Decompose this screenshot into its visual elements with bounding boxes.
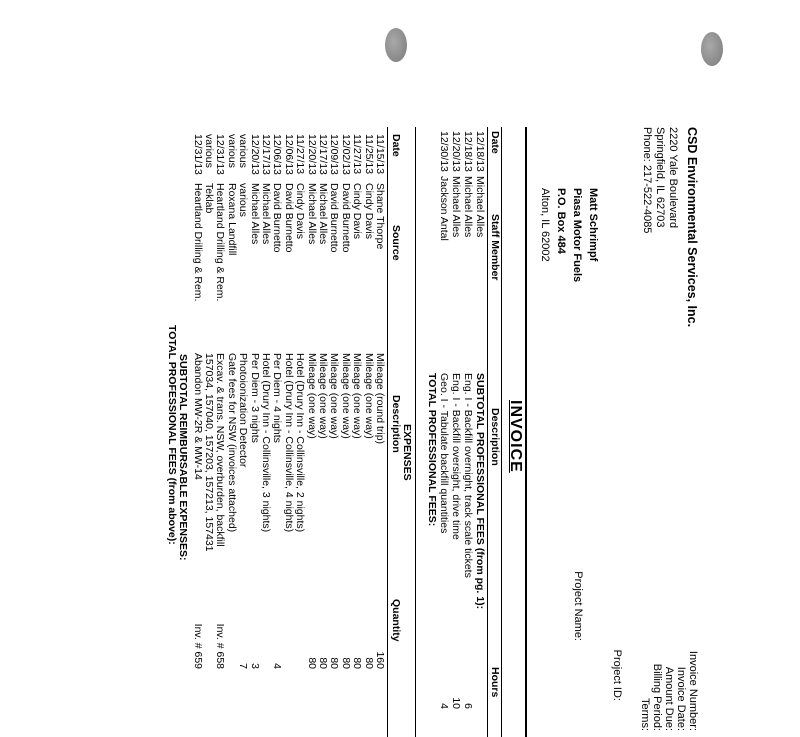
total-professional-fees-label: TOTAL PROFESSIONAL FEES: [426, 373, 438, 527]
expenses-top-rule [415, 127, 416, 737]
exp-date: various [225, 134, 238, 168]
prof-header-underline [487, 127, 488, 737]
exp-quantity: 160 [374, 651, 386, 669]
company-phone: Phone: 217-522-4085 [641, 127, 653, 234]
exp-description: 157034, 157040, 157203, 157213, 157431 [203, 353, 215, 552]
exp-header-date: Date [390, 134, 402, 157]
invoice-title: INVOICE [507, 400, 524, 473]
prof-header-hours: Hours [489, 667, 501, 698]
exp-description: Per Diem - 3 nights [248, 353, 261, 443]
exp-date: 12/31/13 [214, 134, 227, 175]
terms-label: Terms: [639, 698, 651, 731]
exp-source: David Burnetto [339, 183, 352, 253]
binder-hole-left [385, 28, 407, 62]
project-id-label: Project ID: [611, 649, 623, 701]
exp-source: Michael Alles [305, 183, 318, 245]
exp-description: Hotel (Drury Inn - Collinsville, 3 nights) [260, 353, 272, 533]
exp-quantity: Inv. # 658 [214, 623, 227, 669]
prof-description: Geo. I - Tabulate backfill quantities [438, 373, 450, 534]
project-name-label: Project Name: [572, 571, 584, 641]
exp-description: Mileage (one way) [351, 353, 364, 439]
exp-source: Michael Alles [317, 183, 329, 245]
exp-date: 11/15/13 [374, 134, 386, 175]
prof-date: 12/20/13 [450, 131, 462, 172]
exp-description: Mileage (round trip) [374, 353, 386, 445]
exp-date: 12/31/13 [191, 134, 204, 175]
prof-description: Eng. I - Backfill oversight, drive time [450, 373, 462, 540]
company-name: CSD Environmental Services, Inc. [685, 127, 699, 328]
exp-description: Mileage (one way) [317, 353, 329, 439]
prof-header-staff: Staff Member [489, 214, 501, 281]
company-city: Springfield, IL 62703 [654, 127, 666, 228]
exp-source: various [237, 183, 250, 217]
exp-description: Hotel (Drury Inn - Collinsville, 2 nights) [294, 353, 307, 533]
exp-date: 12/20/13 [305, 134, 318, 175]
exp-source: Michael Alles [248, 183, 261, 245]
exp-description: Mileage (one way) [305, 353, 318, 439]
exp-quantity: 80 [362, 657, 375, 669]
exp-quantity: 80 [317, 657, 329, 669]
exp-date: 12/06/13 [271, 134, 284, 175]
prof-hours: 4 [438, 703, 450, 709]
exp-source: Michael Alles [260, 183, 272, 245]
prof-header-date: Date [489, 131, 501, 154]
exp-source: Heartland Drilling & Rem. [191, 183, 204, 302]
client-city: Alton, IL 62002 [539, 188, 551, 262]
billing-period-label: Billing Period: [651, 663, 663, 731]
exp-date: various [203, 134, 215, 168]
exp-quantity: 4 [271, 663, 284, 669]
client-name: Piasa Motor Fuels [571, 188, 583, 283]
prof-date: 12/18/13 [462, 131, 474, 172]
expenses-title: EXPENSES [401, 424, 413, 481]
exp-source: David Burnetto [271, 183, 284, 253]
exp-quantity: 80 [339, 657, 352, 669]
exp-description: Per Diem - 4 nights [271, 353, 284, 443]
exp-source: Teklab [203, 183, 215, 214]
exp-quantity: 7 [237, 663, 250, 669]
invoice-number-label: Invoice Number: [687, 650, 699, 731]
exp-description: Gate fees for NSW (invoices attached) [225, 353, 238, 533]
exp-source: Cindy Davis [351, 183, 364, 240]
company-street: 2220 Yale Boulevard [667, 127, 679, 229]
prof-date: 12/18/13 [474, 131, 486, 172]
prof-staff: Jackson Antal [438, 176, 450, 241]
exp-description: Mileage (one way) [328, 353, 341, 439]
exp-date: 12/09/13 [328, 134, 341, 175]
client-block [537, 188, 601, 282]
exp-source: Heartland Drilling & Rem. [214, 183, 227, 302]
prof-staff: Michael Alles [462, 176, 474, 238]
invoice-header-rule [501, 127, 502, 737]
exp-description: Mileage (one way) [362, 353, 375, 439]
exp-date: 12/06/13 [282, 134, 295, 175]
prof-staff: Michael Alles [450, 176, 462, 238]
exp-header-description: Description [390, 395, 402, 453]
prof-date: 12/30/13 [438, 131, 450, 172]
binder-hole-right [701, 32, 723, 66]
prof-description: SUBTOTAL PROFESSIONAL FEES (from pg. 1): [474, 373, 486, 610]
client-po-box: P.O. Box 484 [555, 188, 567, 254]
exp-source: Cindy Davis [294, 183, 307, 240]
client-contact: Matt Schrimpf [587, 188, 599, 262]
exp-date: various [237, 134, 250, 168]
exp-date: 11/27/13 [351, 134, 364, 175]
total-prof-from-above-label: TOTAL PROFESSIONAL FEES (from above): [166, 325, 178, 545]
company-address [640, 127, 679, 233]
exp-date: 12/02/13 [339, 134, 352, 175]
exp-source: David Burnetto [282, 183, 295, 253]
exp-date: 11/25/13 [362, 134, 375, 175]
exp-source: David Burnetto [328, 183, 341, 253]
exp-header-source: Source [390, 225, 402, 261]
subtotal-reimbursable-label: SUBTOTAL REIMBURSABLE EXPENSES: [177, 354, 189, 561]
exp-date: 12/17/13 [260, 134, 272, 175]
exp-quantity: 3 [248, 663, 261, 669]
exp-source: Roxana Landfill [225, 183, 238, 256]
exp-description: Abandon MW-2R & MW-14 [191, 353, 204, 480]
invoice-box-top [525, 127, 527, 737]
exp-quantity: 80 [351, 657, 364, 669]
invoice-date-label: Invoice Date: [675, 666, 687, 731]
prof-header-description: Description [489, 408, 501, 466]
exp-quantity: 80 [328, 657, 341, 669]
exp-header-underline [387, 127, 388, 737]
exp-description: Hotel (Drury Inn - Collinsville, 4 nights) [282, 353, 295, 533]
exp-date: 12/20/13 [248, 134, 261, 175]
exp-description: Photoionization Detector [237, 353, 250, 468]
prof-hours: 6 [462, 703, 474, 709]
prof-staff: Michael Alles [474, 176, 486, 238]
exp-description: Excav. & trans. NSW, overburden, backfill [214, 353, 227, 547]
exp-description: Mileage (one way) [339, 353, 352, 439]
exp-source: Shane Thorpe [374, 183, 386, 250]
amount-due-label: Amount Due: [663, 666, 675, 731]
exp-quantity: 80 [305, 657, 318, 669]
exp-quantity: Inv. # 659 [191, 623, 204, 669]
exp-source: Cindy Davis [362, 183, 375, 240]
exp-date: 11/27/13 [294, 134, 307, 175]
prof-hours: 10 [450, 697, 462, 709]
prof-description: Eng. I - Backfill overnight, track scale tickets [462, 373, 474, 578]
invoice-page [0, 119, 699, 737]
exp-header-quantity: Quantity [390, 599, 402, 642]
exp-date: 12/17/13 [317, 134, 329, 175]
